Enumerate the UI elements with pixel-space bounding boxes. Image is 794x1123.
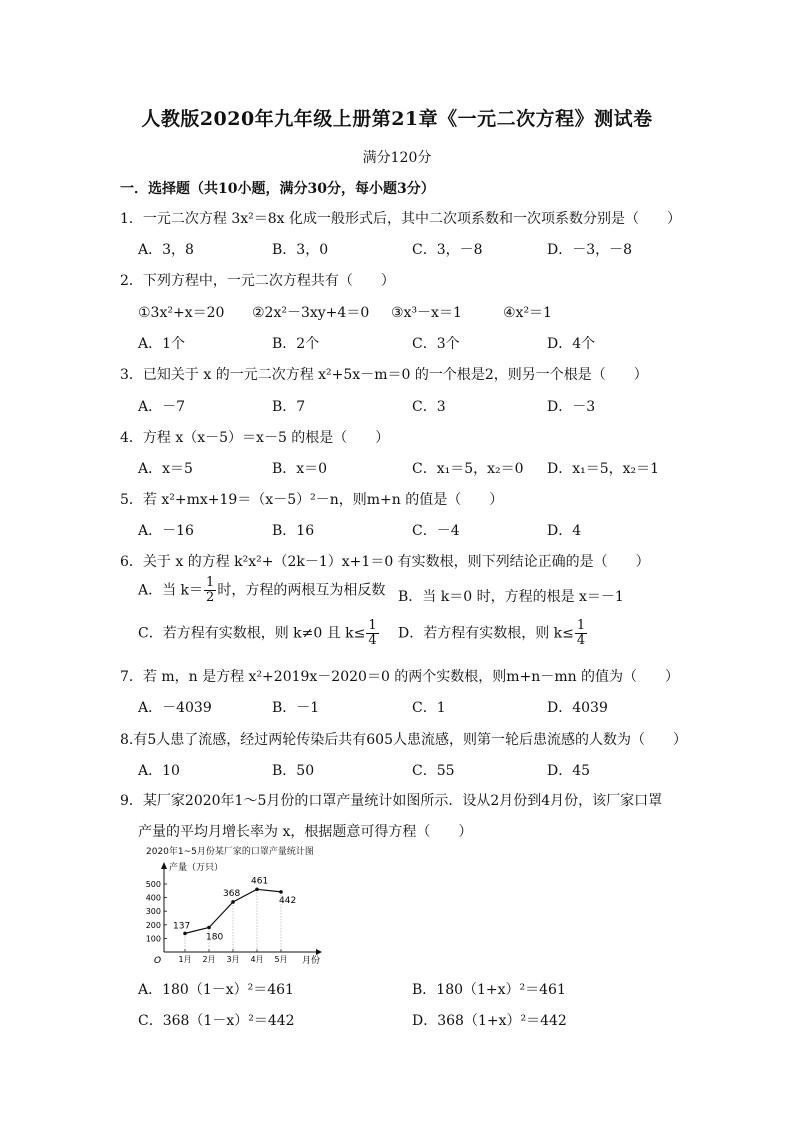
q3-option-c: C．3	[412, 399, 446, 415]
q6-option-a-prefix: A．当 k＝	[138, 582, 204, 599]
question-1: 1．一元二次方程 3x²＝8x 化成一般形式后，其中二次项系数和一次项系数分别是（ ）	[120, 211, 682, 227]
data-point	[183, 932, 187, 936]
x-tick-label: 2月	[202, 955, 216, 964]
y-axis-arrow	[161, 862, 167, 869]
q2-item-1: ①3x²+x＝20	[138, 305, 225, 321]
page-title: 人教版2020年九年级上册第21章《一元二次方程》测试卷	[141, 108, 653, 130]
x-tick-label: 4月	[250, 955, 264, 964]
q6-fraction-quarter-d: $\frac{1}{4}$	[576, 618, 586, 648]
section-heading: 一．选择题（共10小题，满分30分，每小题3分）	[120, 181, 435, 197]
q6-option-c-text: C．若方程有实数根，则 k≠0 且 k≤	[138, 625, 366, 642]
q1-option-c: C．3，－8	[412, 242, 483, 258]
question-2: 2．下列方程中，一元二次方程共有（ ）	[120, 273, 395, 289]
x-axis-label: 月份	[302, 956, 321, 966]
data-label: 442	[279, 895, 297, 906]
data-point	[255, 888, 259, 892]
production-line-chart	[140, 856, 330, 968]
q2-item-2: ②2x²－3xy+4＝0	[252, 305, 370, 321]
q1-option-b: B．3，0	[272, 242, 329, 258]
question-7: 7．若 m，n 是方程 x²+2019x－2020＝0 的两个实数根，则m+n－mn 的值为（ ）	[120, 669, 680, 685]
data-point	[279, 890, 283, 894]
q9-option-c: C．368（1－x）²＝442	[138, 1013, 295, 1029]
q4-option-c: C．x₁＝5，x₂＝0	[412, 461, 524, 477]
page-subtitle: 满分120分	[362, 150, 432, 166]
x-tick-label: 1月	[178, 955, 192, 964]
q6-option-a	[138, 576, 385, 605]
q5-option-b: B．16	[272, 523, 315, 539]
q7-option-a: A．－4039	[138, 700, 212, 716]
y-tick-label: 300	[145, 907, 161, 917]
q5-option-d: D．4	[547, 523, 582, 539]
q3-option-b: B．7	[272, 399, 306, 415]
y-tick-label: 500	[145, 880, 161, 889]
q9-option-d: D．368（1+x）²＝442	[412, 1013, 567, 1029]
question-5: 5．若 x²+mx+19＝（x－5）²－n，则m+n 的值是（ ）	[120, 492, 504, 508]
x-tick-label: 3月	[226, 955, 240, 964]
q7-option-c: C．1	[412, 700, 446, 716]
q8-option-a: A．10	[138, 763, 180, 779]
q4-option-d: D．x₁＝5，x₂＝1	[547, 461, 660, 477]
x-axis-arrow	[316, 949, 322, 955]
q5-option-a: A．－16	[138, 523, 194, 539]
question-9-line-1: 9．某厂家2020年1～5月份的口罩产量统计如图所示．设从2月份到4月份，该厂家口罩	[120, 793, 663, 809]
q1-option-a: A．3，8	[138, 242, 194, 258]
q8-option-c: C．55	[412, 763, 455, 779]
question-3: 3．已知关于 x 的一元二次方程 x²+5x－m＝0 的一个根是2，则另一个根是（ ）	[120, 367, 648, 383]
q8-option-d: D．45	[547, 763, 591, 779]
q6-option-b: B．当 k＝0 时，方程的根是 x＝－1	[398, 589, 624, 605]
y-tick-label: 100	[145, 934, 161, 944]
q4-option-b: B．x＝0	[272, 461, 328, 477]
y-tick-label: 400	[145, 893, 161, 903]
q2-option-a: A．1个	[138, 336, 186, 352]
q7-option-b: B．－1	[272, 700, 320, 716]
q6-option-a-suffix: 时，方程的两根互为相反数	[217, 582, 386, 599]
q9-option-b: B．180（1+x）²＝461	[412, 982, 566, 998]
q9-option-a: A．180（1－x）²＝461	[138, 982, 294, 998]
q6-fraction-half: $\frac{1}{2}$	[206, 575, 215, 605]
q5-option-c: C．－4	[412, 523, 460, 539]
q6-option-d	[398, 619, 588, 648]
q6-fraction-quarter-c: $\frac{1}{4}$	[368, 618, 377, 648]
data-label: 368	[223, 888, 241, 899]
x-tick-label: 5月	[274, 955, 288, 964]
question-4: 4．方程 x（x－5）＝x－5 的根是（ ）	[120, 430, 390, 446]
q2-item-3: ③x³－x＝1	[391, 305, 462, 321]
q1-option-d: D．－3，－8	[547, 242, 633, 258]
q7-option-d: D．4039	[547, 700, 608, 716]
q2-option-b: B．2个	[272, 336, 320, 352]
q3-option-a: A．－7	[138, 399, 186, 415]
q2-option-c: C．3个	[412, 336, 460, 352]
y-axis-label: 产量（万只）	[169, 863, 224, 873]
q6-option-d-text: D．若方程有实数根，则 k≤	[398, 625, 574, 642]
data-label: 137	[173, 921, 191, 932]
question-6: 6．关于 x 的方程 k²x²+（2k－1）x+1＝0 有实数根，则下列结论正确的是（ ）	[120, 554, 650, 570]
q4-option-a: A．x＝5	[138, 461, 193, 477]
data-point	[231, 900, 235, 904]
data-label: 180	[206, 932, 224, 943]
q2-item-4: ④x²＝1	[503, 305, 552, 321]
question-9-line-2: 产量的平均月增长率为 x，根据题意可得方程（ ）	[138, 824, 473, 840]
q2-option-d: D．4个	[547, 336, 596, 352]
q3-option-d: D．－3	[547, 399, 596, 415]
data-label: 461	[251, 876, 269, 887]
q6-option-c	[138, 619, 380, 648]
question-8: 8.有5人患了流感，经过两轮传染后共有605人患流感，则第一轮后患流感的人数为（ ）	[120, 732, 687, 748]
origin-label: O	[154, 956, 162, 966]
chart-title: 2020年1~5月份某厂家的口罩产量统计图	[146, 847, 314, 857]
y-tick-label: 200	[145, 920, 161, 930]
data-point	[207, 926, 211, 930]
q8-option-b: B．50	[272, 763, 315, 779]
